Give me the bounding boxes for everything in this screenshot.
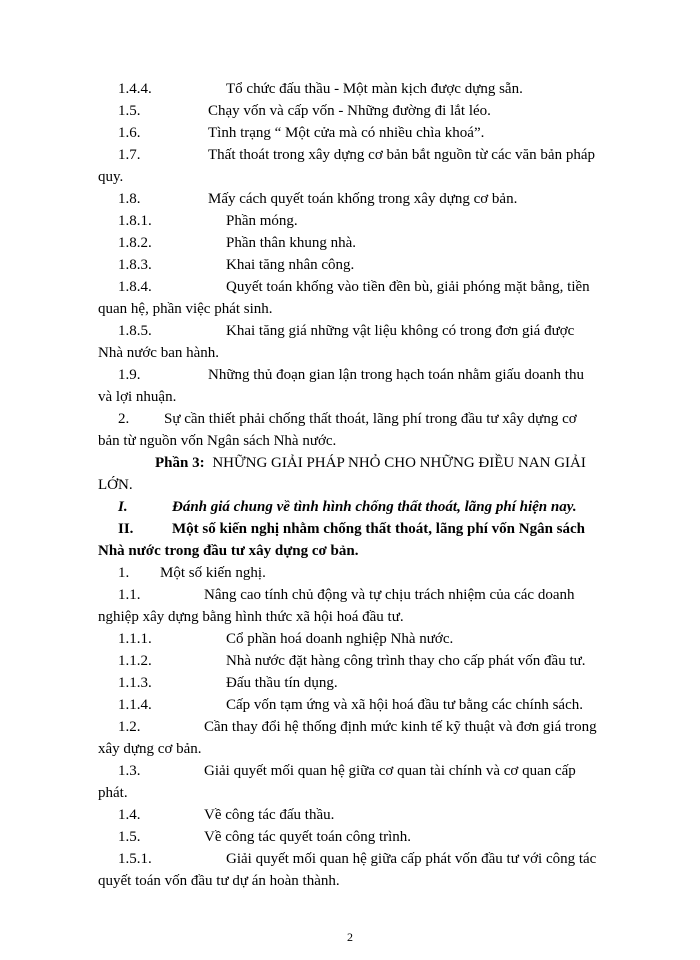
item-number: 1.5.1. [118, 851, 152, 867]
item-text-continued: và lợi nhuận. [98, 389, 177, 405]
item-text: Phần thân khung nhà. [226, 235, 356, 251]
item-text: Nhà nước đặt hàng công trình thay cho cấp phát vốn đầu tư. [226, 653, 586, 669]
item-number: 1.8.2. [118, 235, 152, 251]
section-text-continued: Nhà nước trong đầu tư xây dựng cơ bản. [98, 543, 359, 559]
item-number: 1.4. [118, 807, 141, 823]
item-text-continued: quy. [98, 169, 124, 185]
item-text: Cấp vốn tạm ứng và xã hội hoá đầu tư bằng các chính sách. [226, 697, 583, 713]
item-text: Sự cần thiết phải chống thất thoát, lãng phí trong đầu tư xây dựng cơ [164, 411, 577, 427]
item-text: Cổ phần hoá doanh nghiệp Nhà nước. [226, 631, 454, 647]
item-number: 1.6. [118, 125, 141, 141]
item-number: 1.1.2. [118, 653, 152, 669]
item-text: Tình trạng “ Một cửa mà có nhiều chìa khoá”. [208, 125, 485, 141]
page-number: 2 [347, 930, 353, 944]
item-text-continued: bản từ nguồn vốn Ngân sách Nhà nước. [98, 433, 337, 449]
item-text-continued: quyết toán vốn đầu tư dự án hoàn thành. [98, 873, 340, 889]
item-text: Khai tăng giá những vật liệu không có trong đơn giá được [226, 323, 575, 339]
item-text: Những thủ đoạn gian lận trong hạch toán nhằm giấu doanh thu [208, 367, 584, 383]
item-number: 1.8.1. [118, 213, 152, 229]
section-text: Đánh giá chung về tình hình chống thất thoát, lãng phí hiện nay. [172, 499, 577, 515]
item-number: 1.1.3. [118, 675, 152, 691]
item-text: Về công tác đấu thầu. [204, 807, 335, 823]
item-number: 1.1. [118, 587, 141, 603]
item-number: 1. [118, 565, 130, 581]
item-text: Mấy cách quyết toán khống trong xây dựng cơ bản. [208, 191, 518, 207]
item-text-continued: phát. [98, 785, 128, 801]
item-number: 1.8.3. [118, 257, 152, 273]
item-number: 1.5. [118, 103, 141, 119]
part-3-heading [155, 454, 586, 472]
item-text: Thất thoát trong xây dựng cơ bản bắt nguồn từ các văn bản pháp [208, 147, 595, 163]
item-text: Chạy vốn và cấp vốn - Những đường đi lắt léo. [208, 103, 491, 119]
item-text: Một số kiến nghị. [160, 565, 266, 581]
item-number: 1.8. [118, 191, 141, 207]
item-number: 1.5. [118, 829, 141, 845]
item-number: 1.8.5. [118, 323, 152, 339]
item-text: Nâng cao tính chủ động và tự chịu trách nhiệm của các doanh [204, 587, 575, 603]
part-title-continued: LỚN. [98, 477, 133, 493]
item-text: Đấu thầu tín dụng. [226, 675, 338, 691]
item-text: Khai tăng nhân công. [226, 257, 355, 273]
item-text: Giải quyết mối quan hệ giữa cơ quan tài chính và cơ quan cấp [204, 763, 576, 779]
item-number: 1.4.4. [118, 81, 152, 97]
part-label: Phần 3: [155, 455, 205, 471]
part-title: NHỮNG GIẢI PHÁP NHỎ CHO NHỮNG ĐIỀU NAN GIẢI [212, 455, 586, 471]
item-text: Cần thay đổi hệ thống định mức kinh tế kỹ thuật và đơn giá trong [204, 719, 597, 735]
item-text: Quyết toán khống vào tiền đền bù, giải phóng mặt bằng, tiền [226, 279, 590, 295]
item-number: 1.1.1. [118, 631, 152, 647]
section-number: I. [118, 499, 128, 515]
item-number: 1.8.4. [118, 279, 152, 295]
item-text-continued: nghiệp xây dựng bằng hình thức xã hội hoá đầu tư. [98, 609, 404, 625]
item-text: Tổ chức đấu thầu - Một màn kịch được dựng sẵn. [226, 81, 523, 97]
item-number: 1.7. [118, 147, 141, 163]
item-text: Phần móng. [226, 213, 298, 229]
item-text: Giải quyết mối quan hệ giữa cấp phát vốn đầu tư với công tác [226, 851, 597, 867]
item-number: 1.1.4. [118, 697, 152, 713]
item-number: 1.3. [118, 763, 141, 779]
item-number: 1.2. [118, 719, 141, 735]
section-text: Một số kiến nghị nhằm chống thất thoát, lãng phí vốn Ngân sách [172, 521, 586, 537]
section-number: II. [118, 521, 134, 537]
item-number: 2. [118, 411, 130, 427]
item-text: Về công tác quyết toán công trình. [204, 829, 412, 845]
item-text-continued: Nhà nước ban hành. [98, 345, 220, 361]
item-number: 1.9. [118, 367, 141, 383]
item-text-continued: quan hệ, phần việc phát sinh. [98, 301, 273, 317]
item-text-continued: xây dựng cơ bản. [98, 741, 202, 757]
